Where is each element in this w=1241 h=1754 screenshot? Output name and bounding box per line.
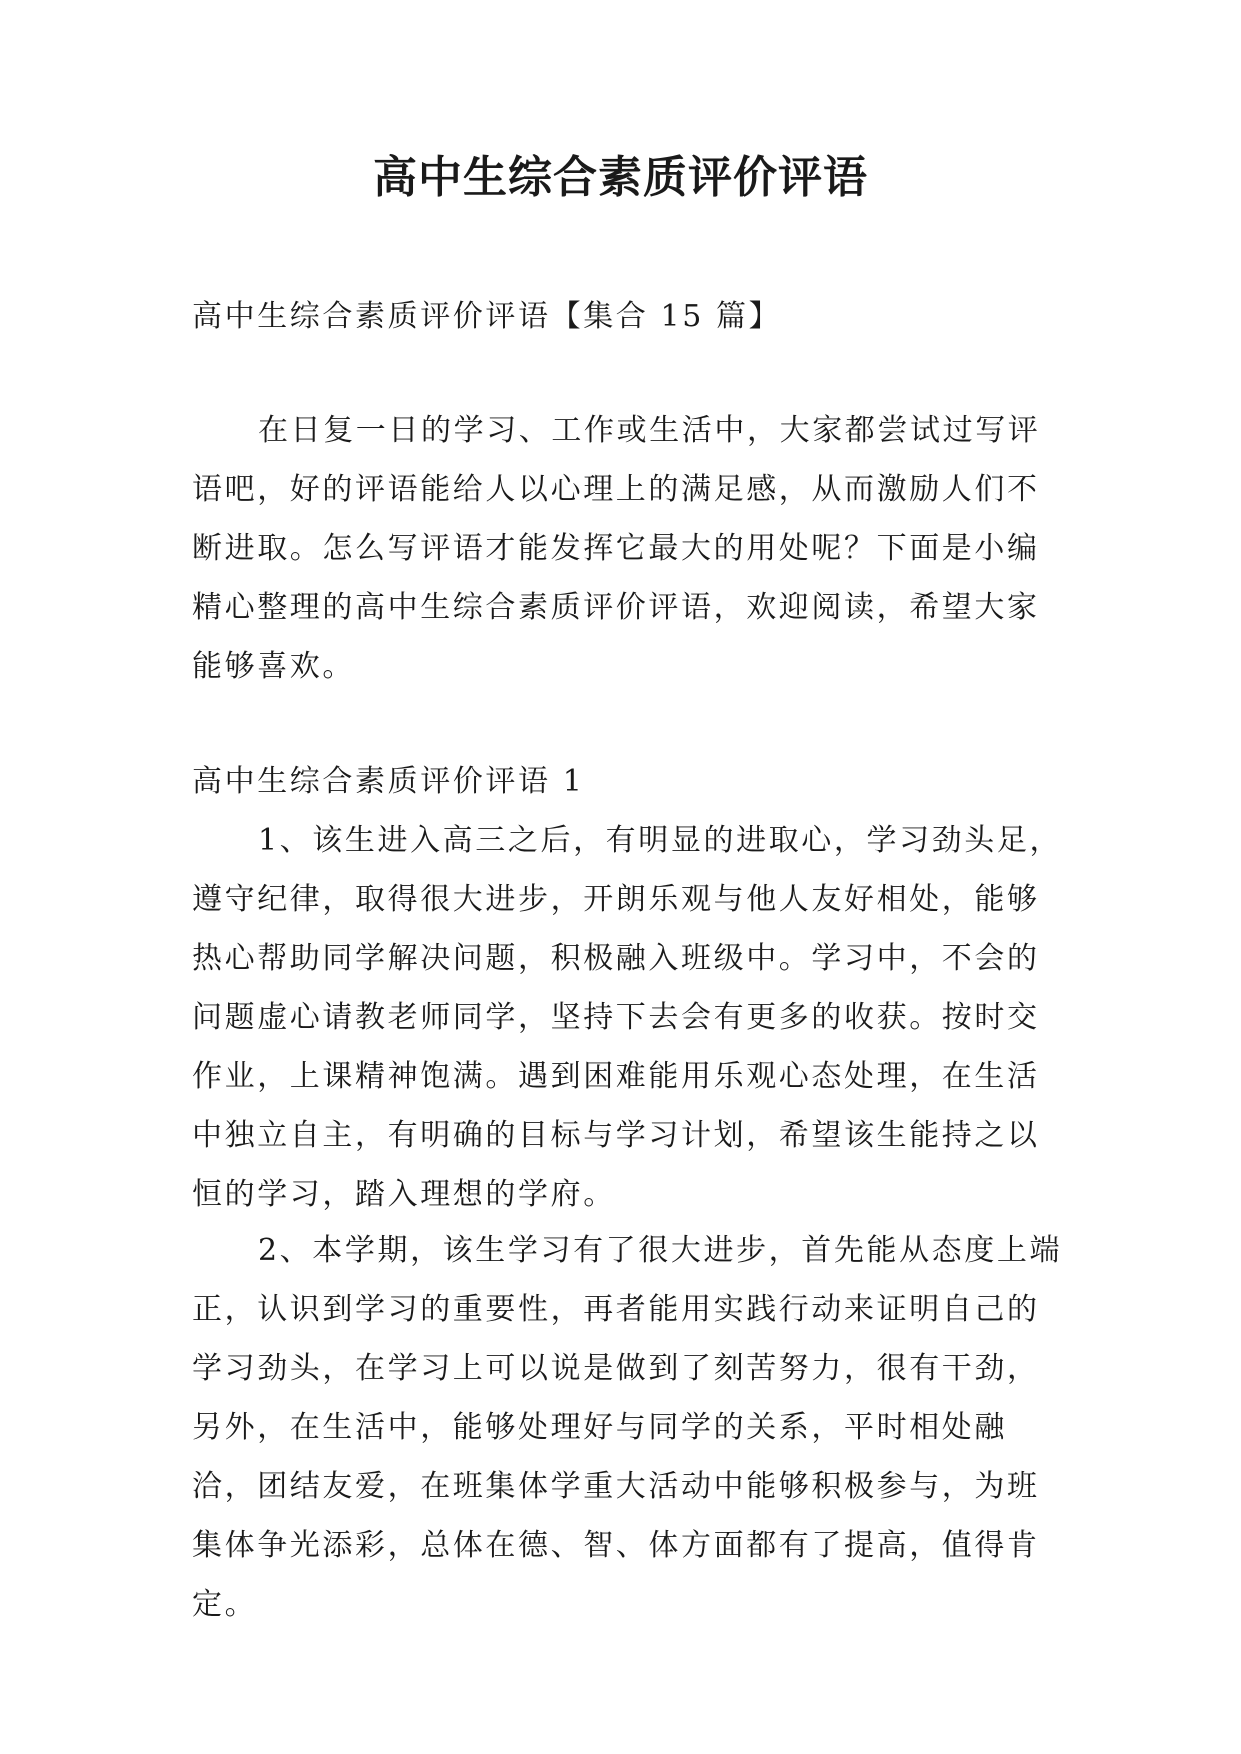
comment-paragraph-2: 2、本学期，该生学习有了很大进步，首先能从态度上端正，认识到学习的重要性，再者能用实践行动来证明自己的学习劲头，在学习上可以说是做到了刻苦努力，很有干劲，另外，在生活中，能够处理好与同学的关系，平时相处融洽，团结友爱，在班集体学重大活动中能够积极参与，为班集体争光添彩，总体在德、智、体方面都有了提高，值得肯定。 — [192, 1233, 1063, 1622]
comment-paragraph-1: 1、该生进入高三之后，有明显的进取心，学习劲头足，遵守纪律，取得很大进步，开朗乐观与他人友好相处，能够热心帮助同学解决问题，积极融入班级中。学习中，不会的问题虚心请教老师同学，坚持下去会有更多的收获。按时交作业，上课精神饱满。遇到困难能用乐观心态处理，在生活中独立自主，有明确的目标与学习计划，希望该生能持之以恒的学习，踏入理想的学府。 — [192, 823, 1063, 1212]
document-title: 高中生综合素质评价评语 — [373, 152, 868, 203]
section-heading: 高中生综合素质评价评语 1 — [192, 764, 585, 799]
document-subtitle: 高中生综合素质评价评语【集合 15 篇】 — [192, 299, 782, 334]
intro-paragraph: 在日复一日的学习、工作或生活中，大家都尝试过写评语吧，好的评语能给人以心理上的满足感，从而激励人们不断进取。怎么写评语才能发挥它最大的用处呢？下面是小编精心整理的高中生综合素质评价评语，欢迎阅读，希望大家能够喜欢。 — [192, 413, 1041, 684]
